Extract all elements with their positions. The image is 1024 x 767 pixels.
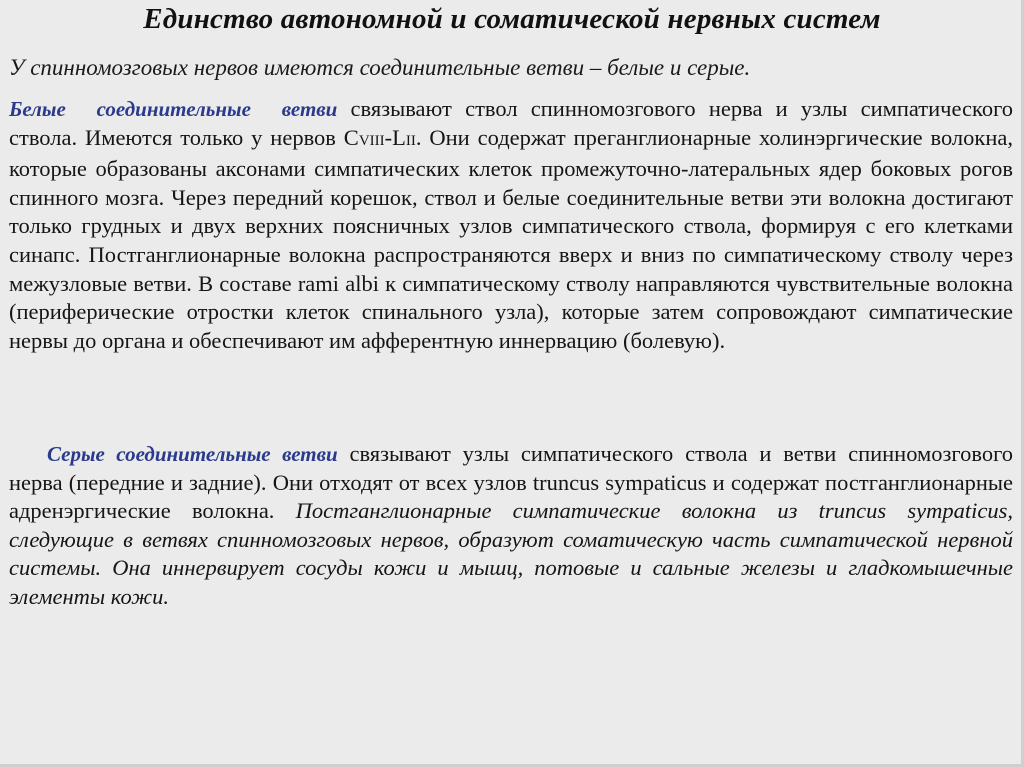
paragraph2-italic-text: Постганглионарные симпатические волокна из truncus sympaticus, следующие в ветвях спинномозговых нервов, образуют соматическую часть симпатической нервной системы. Она иннервирует сосуды кожи и мышц, потовые и сальные железы и гладкомышечные элементы кожи. — [9, 498, 1013, 609]
paragraph1-sub-a: VIII — [358, 132, 385, 149]
paragraph2-text: связывают узлы симпатического ствола и ветви спинномозгового нерва (передние и задние). Они отходят от всех узлов truncus sympaticus и содержат постганглионарные адренэргические волокна. — [9, 441, 1013, 524]
paragraph-white-rami — [9, 95, 1013, 355]
paragraph1-text-b: . Они содержат преганглионарные холинэргические волокна, которые образованы аксонами симпатических клеток промежуточно-латеральных ядер боковых рогов спинного мозга. Через передний корешок, ствол и белые соединительные ветви эти волокна достигают только грудных и двух верхних поясничных узлов симпатического ствола, формируя с его клетками синапс. Постганглионарные волокна распространяются вверх и вниз по симпатическому стволу через межузловые ветви. В составе rami albi к симпатическому стволу направляются чувствительные волокна (периферические отростки клеток спинального узла), которые затем сопровождают симпатические нервы до органа и обеспечивают им афферентную иннервацию (болевую). — [9, 124, 1013, 353]
paragraph1-dash: -L — [384, 124, 406, 150]
slide-title: Единство автономной и соматической нервных систем — [143, 3, 881, 35]
paragraph-gray-rami — [9, 440, 1013, 612]
term-white-rami: Белые соединительные ветви — [9, 97, 338, 121]
paragraph1-sub-b: II — [405, 132, 416, 149]
term-gray-rami: Серые соединительные ветви — [47, 442, 338, 466]
paragraph1-text-a: связывают ствол спинномозгового нерва и узлы симпатического ствола. Имеются только у нервов С — [9, 96, 1013, 150]
intro-text: У спинномозговых нервов имеются соединительные ветви – белые и серые. — [9, 55, 751, 80]
